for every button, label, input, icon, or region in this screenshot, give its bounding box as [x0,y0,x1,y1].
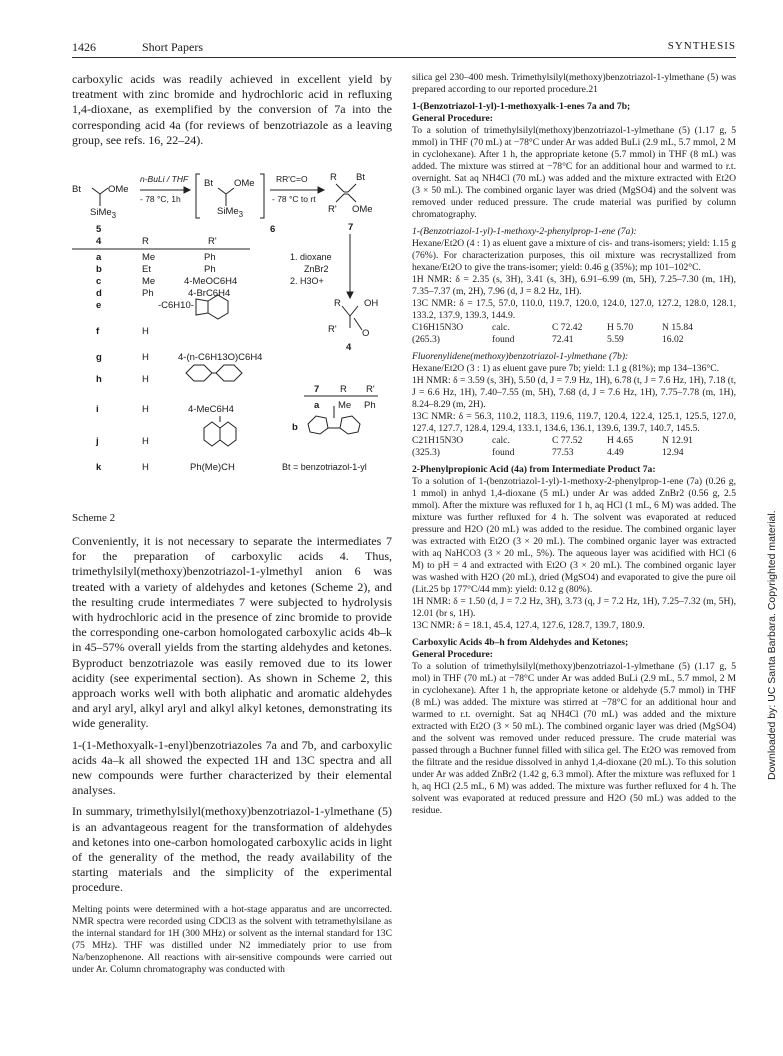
page-number: 1426 [72,40,96,54]
compound-7b-title: Fluorenylidene(methoxy)benzotriazol-1-ylmethane (7b): [412,351,629,362]
compound-7a-13c: 13C NMR: δ = 17.5, 57.0, 110.0, 119.7, 120.0, 124.0, 127.0, 127.2, 128.0, 128.1, 133.2, 137.9, 139.3, 144.9. [412,298,736,321]
page-header [72,40,736,56]
acid-o: O [362,328,370,339]
download-watermark: Downloaded by: UC Santa Barbara. Copyrighted material. [766,510,778,780]
table-head-r: R [142,236,149,247]
left-column-lower [72,534,392,976]
table-row: c Me 4-MeOC6H4 [96,276,238,287]
general-procedure-2: To a solution of trimethylsilyl(methoxy)benzotriazol-1-ylmethane (5) (1.17 g, 5 mol) in THF (70 mL) at −78°C under Ar was added BuLi (2.9 mL, 5.7 mmol, 2 M in cyclohexane). After 1 h, the appropriate ketone or aldehyde (5.7 mmol) in THF (8 mL) was added. The mixture was stirred at −78°C for an additional hour and warmed to r.t. overnight. Sat aq NH4Cl (70 mL) was added and the mixture extracted with Et2O (3 × 50 mL). The combined organic layer was dried (MgSO4) and the solvent was removed under reduced pressure. The crude material was passed through a Buchner funnel filled with silica gel. The Et2O was removed from the filtrate and the residue dissolved in anhyd 1,4-dioxane (20 mL). To this solution under Ar was added ZnBr2 (1.42 g, 6.3 mmol). After the mixture was refluxed for 1 h, aq HCl (2.5 mL, 6 M) was added. The mixture was further refluxed for 4 h. The solvent was evaporated at reduced pressure and H2O (50 mL) was added to the residue. [412,661,736,816]
table-row: g H 4-(n-C6H13O)C6H4 [96,352,263,363]
table-head-4: 4 [96,236,102,247]
anion-sime3: SiMe$_3$ [217,206,244,219]
analysis-7b: C21H15N3O calc. C 77.52 H 4.65 N 12.91 (325.3) found 77.53 4.49 12.94 [412,435,693,458]
table-row: e -C6H10- [96,300,194,311]
table-row: k H Ph(Me)CH [96,462,235,473]
bt-note: Bt = benzotriazol-1-yl [282,462,367,472]
compound-7b-13c: 13C NMR: δ = 56.3, 110.2, 118.3, 119.6, 119.7, 120.4, 122.4, 125.1, 125.5, 127.0, 127.4, 127.7, 128.4, 129.4, 133.1, 134.6, 136.1, 139.6, 139.7, 140.7, 145.5. [412,411,736,434]
step-2a: 1. dioxane [290,252,332,262]
label-7: 7 [348,222,354,233]
reagent-5-bt: Bt [72,184,81,195]
analysis-7a: C16H15N3O calc. C 72.42 H 5.70 N 15.84 (265.3) found 72.41 5.59 16.02 [412,322,693,345]
heading-4bh: Carboxylic Acids 4b–h from Aldehydes and Ketones; [412,637,629,648]
left-paragraph-3: In summary, trimethylsilyl(methoxy)benzotriazol-1-ylmethane (5) is an advantageous reagent for the transformation of aldehydes and ketones into one-carbon homologated carboxylic acids in light of the generality of the method, the ready availability of the starting materials and the simplicity of the experimental procedure. [72,804,392,895]
product-rprime: R' [328,204,337,215]
general-procedure-1: To a solution of trimethylsilyl(methoxy)benzotriazol-1-ylmethane (5) (1.17 g, 5 mmol) in THF (70 mL) at −78°C under Ar was added BuLi (2.9 mL, 5.7 mmol, 2 M in cyclohexane). After 1 h, the appropriate ketone (5.7 mmol) in THF (8 mL) was added. The mixture was stirred at −78°C for an additional hour and warmed to r.t. overnight. Sat aq NH4Cl (70 mL) was added and the mixture extracted with Et2O (3 × 50 mL). The combined organic layer was dried (MgSO4) and the solvent was removed under reduced pressure. The crude material was purified by column chromatography. [412,125,736,220]
heading-7ab-gp: General Procedure: [412,113,493,124]
scheme-2: Bt OMe SiMe$_3$ 5 n-BuLi / THF - 78 °C, 1h Bt OMe SiMe$_3$ 6 RR'C=O - 78 °C to rt R Bt R' OMe 7 1. dioxane ZnBr2 2. H3O+ R OH R' O 4 4 R R' a Me Ph b Et Ph c Me 4-MeOC6H4 d Ph 4-BrC6H4 e -C6H10- f H g H 4-(n-C6H13O)C6H4 h H i H 4-MeC6H4 j H k H Ph(Me)CH 7 R R' a Me Ph b Bt = benzotriazol-1-yl Scheme 2 [72,166,392,516]
journal-name: SYNTHESIS [667,40,736,52]
compound-7b-text: Hexane/Et2O (3 : 1) as eluent gave pure 7b; yield: 1.1 g (81%); mp 134–136°C. [412,363,720,374]
section-title: Short Papers [142,40,203,54]
table-row: a Me Ph [96,252,216,263]
table-row: h H [96,374,149,385]
acid-r: R [334,298,341,309]
label-6: 6 [270,224,276,235]
left-paragraph-2: 1-(1-Methoxyalk-1-enyl)benzotriazoles 7a and 7b, and carboxylic acids 4a–k all showed the expected 1H and 13C spectra and all new compounds were further characterized by their elemental analyses. [72,737,392,798]
heading-7ab: 1-(Benzotriazol-1-yl)-1-methoxyalk-1-enes 7a and 7b; [412,101,631,112]
acid-rprime: R' [328,324,337,335]
right-column [412,72,736,817]
procedure-4a: To a solution of 1-(benzotriazol-1-yl)-1-methoxy-2-phenylprop-1-ene (7a) (0.26 g, 1 mmol) in anhyd 1,4-dioxane (5 mL) under Ar was added ZnBr2 (0.56 g, 2.5 mmol). After the mixture was refluxed for 1 h, aq HCl (1 mL, 6 M) was added. The mixture was further refluxed for 4 h. The solvent was evaporated at reduced pressure and H2O (20 mL) was added to the residue. The combined organic layer was extracted with Et2O (3 × 20 mL). The combined organic layer was extracted with aq NaHCO3 (3 × 20 mL, 5%). The aqueous layer was acidified with HCl (6 M) to pH = 4 and extracted with Et2O (3 × 20 mL). The combined organic layer was washed with H2O (20 mL), dried (MgSO4) and evaporated to give the pure oil (Lit.25 bp 177°C/44 mm): yield: 0.12 g (80%). [412,476,736,595]
product-r: R [330,172,337,183]
table-head-rprime: R' [208,236,217,247]
right-intro: silica gel 230–400 mesh. Trimethylsilyl(methoxy)benzotriazol-1-ylmethane (5) was prepared according to our reported procedure.21 [412,72,736,95]
left-paragraph-1: Conveniently, it is not necessary to separate the intermediates 7 for the preparation of carboxylic acids 4. Thus, trimethylsilyl(methoxy)benzotriazol-1-ylmethyl anion 6 was treated with a variety of aldehydes and ketones (Scheme 2), and the resulting crude intermediates 7 were subjected to hydrolysis with hydrochloric acid in the presence of zinc bromide to provide the corresponding one-carbon homologated carboxylic acids 4b–k in 45–57% overall yields from the starting aldehydes and ketones. Byproduct benzotriazole was easily removed due to its lower acidity (see experimental section). As shown in Scheme 2, this approach works well with both aliphatic and aromatic aldehydes and aryl aryl, alkyl aryl and alkyl alkyl ketones, demonstrating its wide generality. [72,534,392,731]
reagent-5-ome: OMe [108,184,129,195]
compound-7a-text: Hexane/Et2O (4 : 1) as eluent gave a mixture of cis- and trans-isomers; yield: 1.15 g (76%). For characterization purposes, this oil mixture was recrystallized from hexane/Et2O to give the trans-isomer; yield: 0.46 g (35%); mp 101–102°C. [412,238,736,273]
reagent-2-cond: - 78 °C to rt [272,194,316,204]
compound-7a-title: 1-(Benzotriazol-1-yl)-1-methoxy-2-phenylprop-1-ene (7a): [412,226,637,237]
step-2b: ZnBr2 [304,264,329,274]
compound-4a-1h: 1H NMR: δ = 1.50 (d, J = 7.2 Hz, 3H), 3.73 (q, J = 7.2 Hz, 1H), 7.25–7.32 (m, 5H), 12.01 (br s, 1H). [412,596,736,619]
table-row: f H [96,326,149,337]
label-4: 4 [346,342,352,353]
reagent-1: n-BuLi / THF [140,174,189,184]
product-bt: Bt [356,172,365,183]
compound-4a-13c: 13C NMR: δ = 18.1, 45.4, 127.4, 127.6, 128.7, 139.7, 180.9. [412,620,645,631]
product-ome: OMe [352,204,373,215]
label-5: 5 [96,224,102,235]
table-row: i H 4-MeC6H4 [96,404,234,415]
anion-bt: Bt [204,178,213,189]
heading-4bh-gp: General Procedure: [412,649,493,660]
table-row: b Et Ph [96,264,216,275]
table-row: d Ph 4-BrC6H4 [96,288,231,299]
compound-7b-1h: 1H NMR: δ = 3.59 (s, 3H), 5.50 (d, J = 7.9 Hz, 1H), 6.78 (t, J = 7.6 Hz, 1H), 7.18 (t, J = 6.6 Hz, 1H), 7.40–7.55 (m, 5H), 7.68 (d, J = 7.6 Hz, 1H), 7.75–7.78 (m, 1H), 8.24–8.29 (m, 2H). [412,375,736,410]
left-column [72,72,392,148]
left-paragraph-4: Melting points were determined with a hot-stage apparatus and are uncorrected. NMR spectra were recorded using CDCl3 as the solvent with tetramethylsilane as the internal standard for 1H (300 MHz) or solvent as the internal standard for 13C (75 MHz). THF was distilled under N2 immediately prior to use from Na/benzophenone. All reactions with air-sensitive compounds were carried out under Ar. Column chromatography was conducted with [72,903,392,975]
left-intro-paragraph: carboxylic acids was readily achieved in excellent yield by treatment with zinc bromide and hydrochloric acid in refluxing 1,4-dioxane, as exemplified by the conversion of 7a into the corresponding acid 4a (for reviews of benzotriazole as a leaving group, see refs. 16, 22–24). [72,72,392,147]
acid-oh: OH [364,298,379,309]
reagent-2: RR'C=O [276,174,308,184]
reagent-5-sime3: SiMe$_3$ [90,207,117,220]
compound-7a-1h: 1H NMR: δ = 2.35 (s, 3H), 3.41 (s, 3H), 6.91–6.99 (m, 5H), 7.25–7.30 (m, 1H), 7.35–7.37 (m, 2H), 7.96 (d, J = 8.2 Hz, 1H). [412,274,736,297]
table-row: j H [96,436,149,447]
anion-ome: OMe [234,178,255,189]
heading-4a: 2-Phenylpropionic Acid (4a) from Intermediate Product 7a: [412,464,656,475]
scheme-caption: Scheme 2 [72,512,116,524]
header-rule [72,57,736,58]
reagent-1-cond: - 78 °C, 1h [140,194,181,204]
step-2c: 2. H3O+ [290,276,324,286]
